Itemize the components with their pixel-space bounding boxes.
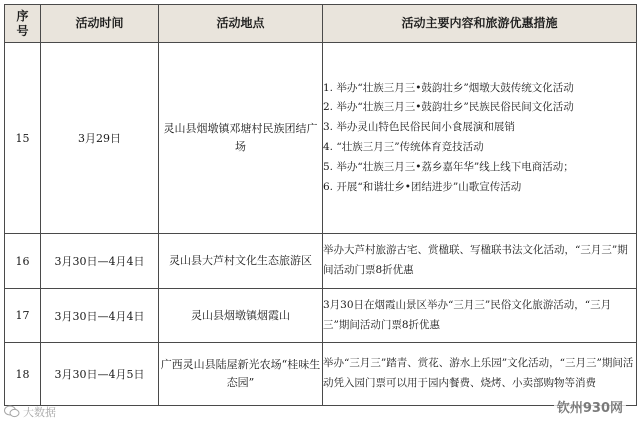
row-number: 16	[5, 234, 41, 289]
table-header	[5, 5, 637, 43]
activity-item: 5. 举办“壮族三月三•荔乡嘉年华”线上线下电商活动；	[323, 160, 574, 173]
row-location: 灵山县大芦村文化生态旅游区	[159, 234, 323, 289]
activity-schedule-table	[4, 4, 637, 406]
activity-item: 举办“三月三”踏青、赏花、游水上乐园”文化活动，“三月三”期间活动凭入园门票可以用于园内餐费、烧烤、小卖部购物等消费	[323, 357, 634, 389]
row-location: 灵山县烟墩镇邓塘村民族团结广场	[159, 43, 323, 234]
header-no: 序号	[5, 5, 41, 43]
activity-item: 2. 举办“壮族三月三•鼓韵壮乡”民族民俗民间文化活动	[323, 101, 574, 114]
row-time: 3月30日—4月5日	[41, 343, 159, 406]
row-time: 3月30日—4月4日	[41, 234, 159, 289]
table-row	[5, 43, 637, 234]
row-location: 广西灵山县陆屋新光农场“桂味生态园”	[159, 343, 323, 406]
row-number: 17	[5, 289, 41, 343]
header-time: 活动时间	[41, 5, 159, 43]
activity-item: 3月30日在烟霞山景区举办“三月三”民俗文化旅游活动，“三月三”期间活动门票8折优惠	[323, 298, 612, 331]
activity-item: 1. 举办“壮族三月三•鼓韵壮乡”烟墩大鼓传统文化活动	[323, 81, 574, 94]
wechat-icon	[4, 405, 20, 418]
table-row	[5, 234, 637, 289]
row-location: 灵山县烟墩镇烟霞山	[159, 289, 323, 343]
row-number: 15	[5, 43, 41, 234]
header-location: 活动地点	[159, 5, 323, 43]
table-body	[5, 43, 637, 406]
row-time: 3月30日—4月4日	[41, 289, 159, 343]
header-row	[5, 5, 637, 43]
row-number: 18	[5, 343, 41, 406]
activity-item: 举办大芦村旅游古宅、赏楹联、写楹联书法文化活动，“三月三”期间活动门票8折优惠	[323, 244, 628, 276]
row-activities	[323, 43, 637, 234]
row-activities	[323, 234, 637, 289]
header-activity: 活动主要内容和旅游优惠措施	[323, 5, 637, 43]
watermark-left-text: 大数据	[23, 406, 56, 419]
watermark-right: 钦州930网	[554, 397, 626, 416]
table-row	[5, 289, 637, 343]
activity-item: 3. 举办灵山特色民俗民间小食展演和展销	[323, 121, 515, 134]
watermark-left	[4, 404, 56, 420]
row-time: 3月29日	[41, 43, 159, 234]
activity-item: 4. “壮族三月三”传统体育竞技活动	[323, 141, 484, 153]
row-activities	[323, 343, 637, 406]
activity-item: 6. 开展“和谐壮乡•团结进步”山歌宣传活动	[323, 180, 522, 193]
table-row	[5, 343, 637, 406]
row-activities	[323, 289, 637, 343]
